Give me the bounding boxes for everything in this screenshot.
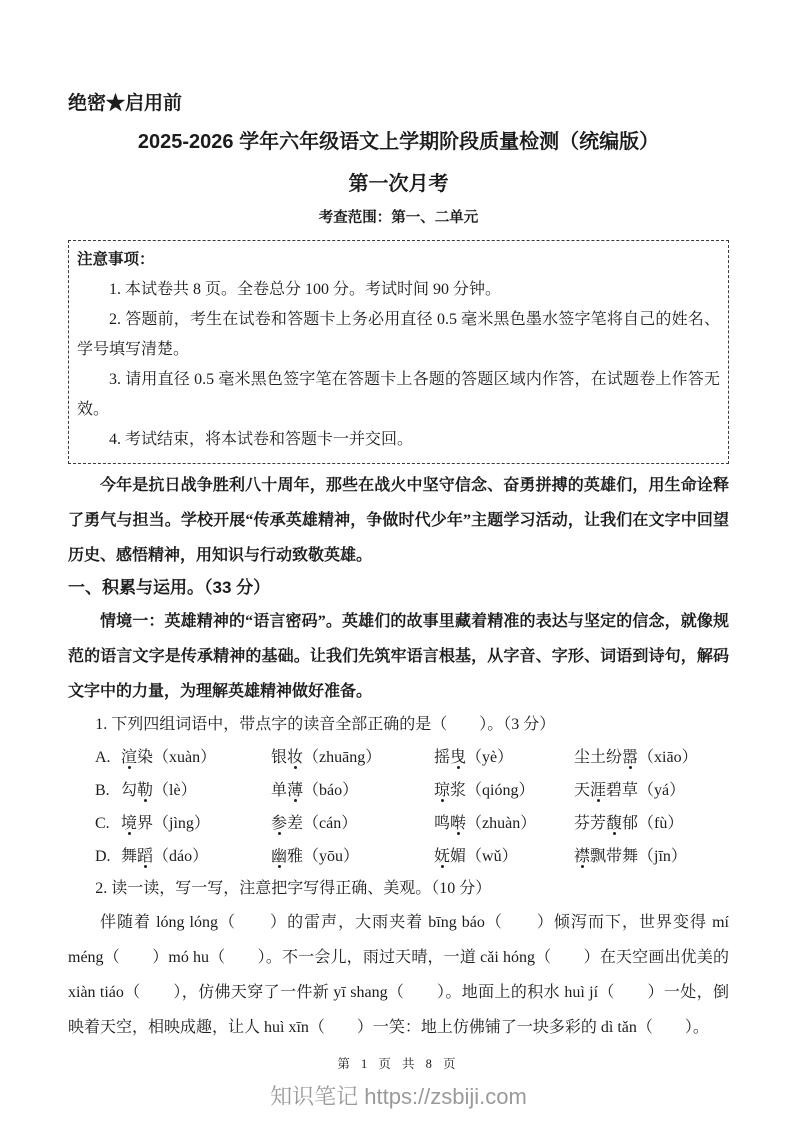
pinyin: （báo）: [303, 782, 359, 799]
pinyin: （fù）: [638, 815, 684, 832]
notice-title: 注意事项：: [77, 251, 155, 268]
pinyin: （xiāo）: [638, 749, 698, 766]
q2-passage: 伴随着 lóng lóng（ ）的雷声，大雨夹着 bīng báo（ ）倾泻而下，世界变得 mí méng（ ）mó hu（ ）。不一会儿，雨过天晴，一道 cǎi hóng（ ）在天空画出优美的 xiàn tiáo（ ），仿佛天穿了一件新 yī shang（ ）。地面上的积水 huì jí（ ）一处，倒映着天空，相映成趣，让人 huì xīn（ ）一笑：地上仿佛铺了一块多彩的 dì tǎn（ ）。: [68, 914, 729, 1036]
option-item: 妩媚（wǔ）: [434, 848, 518, 865]
pinyin: （cán）: [303, 815, 358, 832]
q1-stem: 1. 下列四组词语中，带点字的读音全部正确的是（ ）。（3 分）: [95, 716, 556, 733]
section-heading: 一、积累与运用。（33 分）: [68, 578, 271, 597]
q2-stem: 2. 读一读，写一写，注意把字写得正确、美观。（10 分）: [95, 880, 492, 897]
notice-item: 1. 本试卷共 8 页。全卷总分 100 分。考试时间 90 分钟。: [109, 281, 502, 298]
option-item: 单薄（báo）: [271, 782, 359, 799]
option-item: 鸣啭（zhuàn）: [434, 815, 537, 832]
option-item: 境界（jìng）: [121, 815, 210, 832]
option-item: 尘土纷嚣（xiāo）: [574, 749, 698, 766]
pinyin: （dáo）: [153, 848, 209, 865]
notice-box: [68, 240, 729, 464]
option-label: B.: [95, 782, 110, 799]
notice-item: 4. 考试结束，将本试卷和答题卡一并交回。: [109, 431, 414, 448]
option-row-b: [95, 774, 729, 807]
pinyin: （yá）: [638, 782, 686, 799]
notice-item: 3. 请用直径 0.5 毫米黑色签字笔在答题卡上各题的答题区域内作答，在试题卷上作答无效。: [77, 371, 720, 418]
scenario-paragraph: 情境一：英雄精神的“语言密码”。英雄们的故事里藏着精准的表达与坚定的信念，就像规范的语言文字是传承精神的基础。让我们先筑牢语言根基，从字音、字形、词语到诗句，解码文字中的力量，为理解英雄精神做好准备。: [68, 613, 729, 700]
watermark: 知识笔记 https://zsbiji.com: [270, 1084, 527, 1109]
q1-options: [95, 741, 729, 873]
exam-title: 2025-2026 学年六年级语文上学期阶段质量检测（统编版）: [137, 131, 660, 153]
option-label: C.: [95, 815, 110, 832]
exam-session-title: 第一次月考: [348, 173, 449, 195]
pinyin: （jīn）: [638, 848, 687, 865]
option-item: 渲染（xuàn）: [121, 749, 217, 766]
notice-item: 2. 答题前，考生在试卷和答题卡上务必用直径 0.5 毫米黑色墨水签字笔将自己的姓名、学号填写清楚。: [77, 311, 720, 358]
pinyin: （qióng）: [466, 782, 535, 799]
option-label: D.: [95, 848, 111, 865]
option-row-a: [95, 741, 729, 774]
option-row-c: [95, 807, 729, 840]
option-item: 舞蹈（dáo）: [121, 848, 209, 865]
intro-paragraph: 今年是抗日战争胜利八十周年，那些在战火中坚守信念、奋勇拼搏的英雄们，用生命诠释了勇气与担当。学校开展“传承英雄精神，争做时代少年”主题学习活动，让我们在文字中回望历史、感悟精神，用知识与行动致敬英雄。: [68, 477, 729, 564]
option-label: A.: [95, 749, 111, 766]
option-item: 芬芳馥郁（fù）: [574, 815, 684, 832]
pinyin: （yè）: [466, 749, 514, 766]
option-item: 勾勒（lè）: [121, 782, 197, 799]
option-row-d: [95, 840, 729, 873]
option-item: 摇曳（yè）: [434, 749, 514, 766]
pinyin: （xuàn）: [153, 749, 217, 766]
option-item: 参差（cán）: [271, 815, 358, 832]
option-item: 幽雅（yōu）: [271, 848, 360, 865]
option-item: 琼浆（qióng）: [434, 782, 535, 799]
exam-scope: 考查范围：第一、二单元: [318, 210, 479, 226]
pinyin: （wǔ）: [466, 848, 518, 865]
secrecy-label: 绝密★启用前: [68, 93, 183, 114]
pinyin: （jìng）: [153, 815, 210, 832]
page-number: 第 1 页 共 8 页: [337, 1057, 460, 1071]
pinyin: （zhuāng）: [303, 749, 382, 766]
pinyin: （lè）: [153, 782, 197, 799]
option-item: 银妆（zhuāng）: [271, 749, 382, 766]
option-item: 天涯碧草（yá）: [574, 782, 686, 799]
pinyin: （zhuàn）: [466, 815, 537, 832]
pinyin: （yōu）: [303, 848, 360, 865]
option-item: 襟飘带舞（jīn）: [574, 848, 687, 865]
